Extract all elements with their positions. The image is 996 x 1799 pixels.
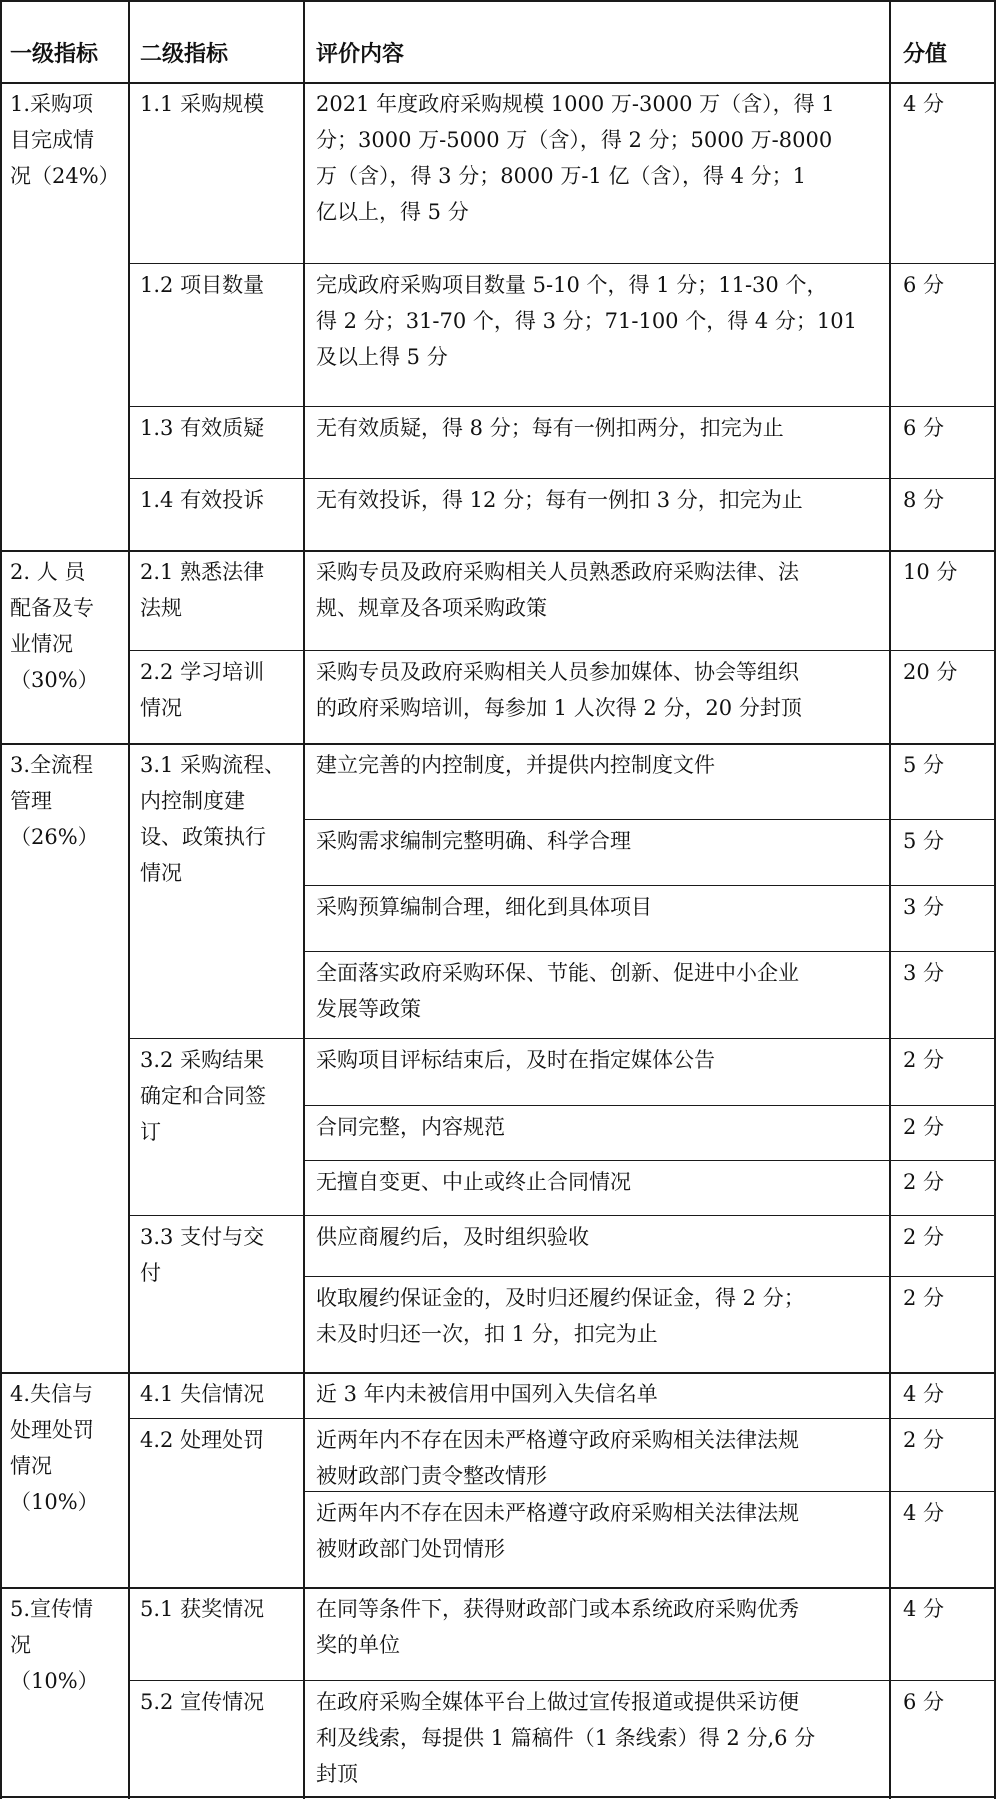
header-level1: 一级指标 <box>10 42 99 67</box>
level1-cell: 2. 人 员 配备及专 业情况 （30%） <box>10 560 99 692</box>
table-border <box>303 819 996 820</box>
score-cell: 3 分 <box>903 961 945 985</box>
level2-cell: 3.2 采购结果 确定和合同签 订 <box>140 1048 266 1144</box>
score-cell: 5 分 <box>903 753 945 777</box>
score-cell: 10 分 <box>903 560 958 584</box>
table-border <box>0 0 996 2</box>
table-border <box>128 1418 996 1419</box>
level1-cell: 3.全流程 管理 （26%） <box>10 753 99 849</box>
table-border <box>128 0 130 1799</box>
content-cell: 无有效投诉，得 12 分；每有一例扣 3 分，扣完为止 <box>316 488 803 512</box>
table-border <box>128 1680 996 1681</box>
content-cell: 采购需求编制完整明确、科学合理 <box>316 829 631 853</box>
table-border <box>128 406 996 407</box>
level1-cell: 4.失信与 处理处罚 情况 （10%） <box>10 1382 99 1514</box>
table-border <box>0 1796 996 1798</box>
score-cell: 4 分 <box>903 1501 945 1525</box>
table-border <box>0 82 996 84</box>
level2-cell: 5.1 获奖情况 <box>140 1597 265 1621</box>
score-cell: 20 分 <box>903 660 958 684</box>
table-border <box>128 650 996 651</box>
table-border <box>0 0 2 1799</box>
table-border <box>303 1105 996 1106</box>
table-border <box>303 885 996 886</box>
content-cell: 在政府采购全媒体平台上做过宣传报道或提供采访便 利及线索，每提供 1 篇稿件（1 条线索）得 2 分,6 分 封顶 <box>316 1690 816 1786</box>
table-border <box>0 743 996 745</box>
score-cell: 8 分 <box>903 488 945 512</box>
level2-cell: 4.2 处理处罚 <box>140 1428 265 1452</box>
score-cell: 4 分 <box>903 92 945 116</box>
score-cell: 2 分 <box>903 1428 945 1452</box>
level2-cell: 2.2 学习培训 情况 <box>140 660 265 720</box>
content-cell: 完成政府采购项目数量 5-10 个，得 1 分；11-30 个， 得 2 分；31-70 个，得 3 分；71-100 个，得 4 分；101 及以上得 5 分 <box>316 273 858 369</box>
content-cell: 建立完善的内控制度，并提供内控制度文件 <box>316 753 715 777</box>
score-cell: 6 分 <box>903 273 945 297</box>
level2-cell: 3.3 支付与交 付 <box>140 1225 265 1285</box>
score-cell: 2 分 <box>903 1048 945 1072</box>
header-level2: 二级指标 <box>140 42 229 67</box>
score-cell: 5 分 <box>903 829 945 853</box>
content-cell: 无有效质疑，得 8 分；每有一例扣两分，扣完为止 <box>316 416 784 440</box>
level2-cell: 3.1 采购流程、 内控制度建 设、政策执行 情况 <box>140 753 286 885</box>
content-cell: 2021 年度政府采购规模 1000 万-3000 万（含），得 1 分；3000 万-5000 万（含），得 2 分；5000 万-8000 万（含），得 3 分；8000 万-1 亿（含），得 4 分；1 亿以上，得 5 分 <box>316 92 835 224</box>
level1-cell: 1.采购项 目完成情 况（24%） <box>10 92 120 188</box>
level2-cell: 4.1 失信情况 <box>140 1382 265 1406</box>
content-cell: 近两年内不存在因未严格遵守政府采购相关法律法规 被财政部门责令整改情形 <box>316 1428 799 1488</box>
level2-cell: 1.1 采购规模 <box>140 92 265 116</box>
level2-cell: 1.2 项目数量 <box>140 273 265 297</box>
table-border <box>128 478 996 479</box>
content-cell: 采购专员及政府采购相关人员参加媒体、协会等组织 的政府采购培训，每参加 1 人次得 2 分，20 分封顶 <box>316 660 802 720</box>
score-cell: 4 分 <box>903 1597 945 1621</box>
header-score: 分值 <box>903 42 948 67</box>
content-cell: 全面落实政府采购环保、节能、创新、促进中小企业 发展等政策 <box>316 961 799 1021</box>
table-border <box>128 1038 996 1039</box>
content-cell: 在同等条件下，获得财政部门或本系统政府采购优秀 奖的单位 <box>316 1597 799 1657</box>
level1-cell: 5.宣传情 况 （10%） <box>10 1597 99 1693</box>
score-cell: 2 分 <box>903 1286 945 1310</box>
content-cell: 采购专员及政府采购相关人员熟悉政府采购法律、法 规、规章及各项采购政策 <box>316 560 799 620</box>
score-cell: 6 分 <box>903 1690 945 1714</box>
level2-cell: 1.4 有效投诉 <box>140 488 265 512</box>
table-border <box>128 263 996 264</box>
table-border <box>303 1160 996 1161</box>
table-border <box>0 1587 996 1589</box>
table-border <box>303 0 305 1799</box>
table-border <box>303 1276 996 1277</box>
content-cell: 近 3 年内未被信用中国列入失信名单 <box>316 1382 658 1406</box>
content-cell: 近两年内不存在因未严格遵守政府采购相关法律法规 被财政部门处罚情形 <box>316 1501 799 1561</box>
score-cell: 2 分 <box>903 1225 945 1249</box>
table-border <box>303 951 996 952</box>
content-cell: 采购项目评标结束后，及时在指定媒体公告 <box>316 1048 715 1072</box>
table-border <box>128 1215 996 1216</box>
score-cell: 3 分 <box>903 895 945 919</box>
level2-cell: 2.1 熟悉法律 法规 <box>140 560 265 620</box>
score-cell: 2 分 <box>903 1115 945 1139</box>
level2-cell: 1.3 有效质疑 <box>140 416 265 440</box>
table-border <box>0 1372 996 1374</box>
content-cell: 无擅自变更、中止或终止合同情况 <box>316 1170 631 1194</box>
score-cell: 6 分 <box>903 416 945 440</box>
content-cell: 采购预算编制合理，细化到具体项目 <box>316 895 652 919</box>
content-cell: 供应商履约后，及时组织验收 <box>316 1225 589 1249</box>
content-cell: 收取履约保证金的，及时归还履约保证金，得 2 分； 未及时归还一次，扣 1 分，扣完为止 <box>316 1286 805 1346</box>
table-border <box>0 550 996 552</box>
header-content: 评价内容 <box>316 42 405 67</box>
score-cell: 2 分 <box>903 1170 945 1194</box>
score-cell: 4 分 <box>903 1382 945 1406</box>
level2-cell: 5.2 宣传情况 <box>140 1690 265 1714</box>
table-border <box>889 0 891 1799</box>
content-cell: 合同完整，内容规范 <box>316 1115 505 1139</box>
